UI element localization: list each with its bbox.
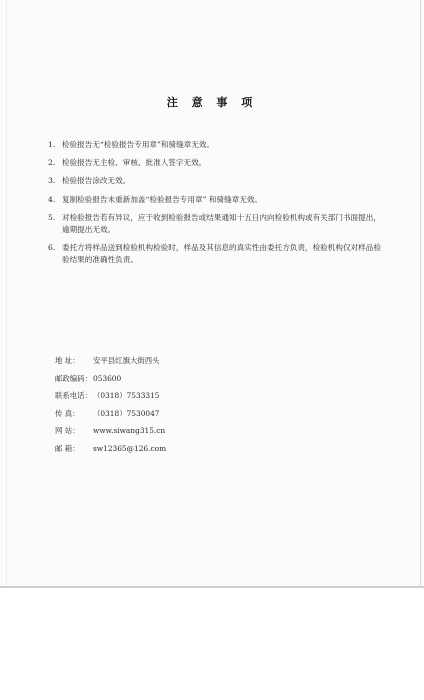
- notice-number: 2.: [48, 158, 56, 168]
- notice-text: 对检验报告若有异议，应于收到检验报告或结果通知十五日内向检验机构或有关部门书面提出，逾期提出无效。: [62, 212, 381, 234]
- notice-item: [48, 194, 388, 206]
- notice-text: 检验报告无“检验报告专用章”和骑缝章无效。: [62, 140, 215, 149]
- notice-number: 3.: [48, 176, 56, 186]
- notice-item: [48, 212, 388, 236]
- notice-item: [48, 139, 388, 151]
- website-label: 网 站：: [55, 426, 80, 435]
- notice-item: [48, 175, 388, 187]
- notice-number: 5.: [48, 212, 56, 222]
- contact-fax-row: [55, 405, 166, 423]
- notice-list: [48, 139, 388, 272]
- notice-item: [48, 157, 388, 169]
- page-bottom-edge: [0, 586, 424, 588]
- contact-address-row: [55, 352, 166, 370]
- address-label: 地 址：: [55, 356, 80, 365]
- contact-phone-row: [55, 387, 166, 405]
- notice-item: [48, 242, 388, 266]
- phone-value: （0318）7533315: [93, 391, 160, 400]
- postcode-label: 邮政编码：: [55, 373, 92, 383]
- notice-text: 复制检验报告未重新加盖“检验报告专用章” 和骑缝章无效。: [62, 194, 263, 204]
- notice-text: 检验报告涂改无效。: [62, 176, 131, 186]
- contact-postcode-row: [55, 370, 166, 388]
- page-title: 注 意 事 项: [166, 96, 258, 109]
- page-left-edge: [6, 0, 7, 588]
- page-right-edge: [420, 0, 421, 588]
- email-label: 邮 箱：: [55, 443, 80, 453]
- notice-text: 委托方将样品送到检验机构检验时，样品及其信息的真实性由委托方负责，检验机构仅对样品检验结果的准确性负责。: [62, 242, 381, 264]
- email-value: sw12365@126.com: [93, 443, 167, 453]
- contact-block: [55, 352, 166, 457]
- fax-label: 传 真：: [55, 408, 80, 418]
- contact-email-row: [55, 440, 166, 458]
- postcode-value: 053600: [93, 373, 122, 383]
- notice-text: 检验报告无主检、审核、批准人签字无效。: [62, 158, 207, 168]
- address-value: 安平县红旗大街西头: [93, 356, 160, 365]
- fax-value: （0318）7530047: [93, 408, 160, 418]
- contact-website-row: [55, 422, 166, 440]
- notice-number: 4.: [48, 194, 56, 204]
- notice-number: 6.: [48, 242, 56, 252]
- phone-label: 联系电话：: [55, 391, 92, 400]
- website-value: www.siwang315.cn: [93, 426, 166, 435]
- notice-number: 1.: [48, 140, 56, 149]
